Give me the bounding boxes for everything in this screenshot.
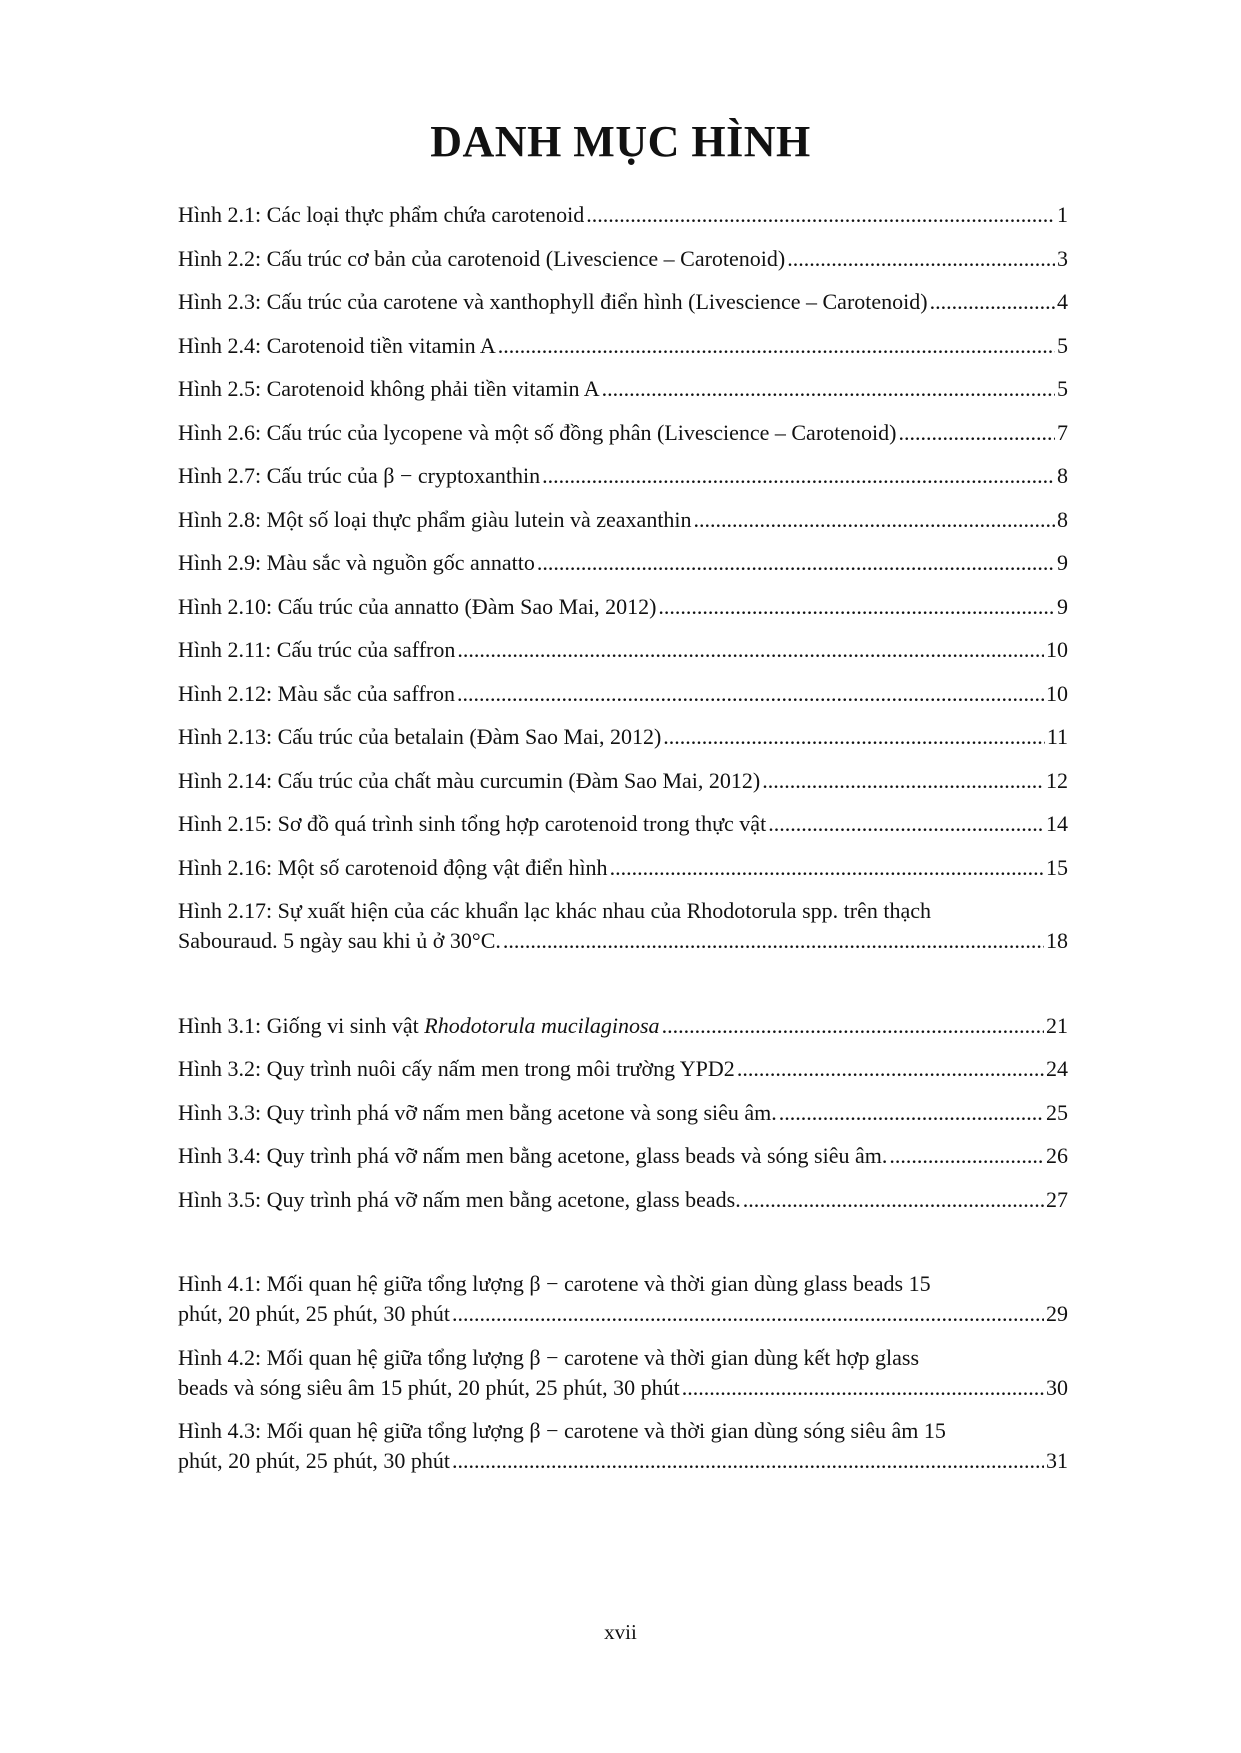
figure-entry[interactable] [178,1054,1068,1084]
figure-page-number: 27 [1046,1186,1068,1212]
figure-caption: Hình 2.10: Cấu trúc của annatto (Đàm Sao Mai, 2012) [178,593,657,619]
dot-leader [743,1185,1044,1215]
figure-caption-line-1: Hình 4.1: Mối quan hệ giữa tổng lượng β − carotene và thời gian dùng glass beads 15 [178,1271,931,1296]
dot-leader [930,287,1055,317]
figure-entry[interactable] [178,548,1068,578]
figure-caption: Hình 2.1: Các loại thực phẩm chứa carotenoid [178,202,585,227]
figure-caption-line-1: Hình 4.2: Mối quan hệ giữa tổng lượng β − carotene và thời gian dùng kết hợp glass [178,1344,920,1370]
figure-page-number: 4 [1057,289,1068,314]
group-spacer [178,1228,1068,1269]
figure-page-number: 25 [1046,1099,1068,1125]
figure-entry[interactable] [178,679,1068,709]
figure-page-number: 8 [1057,463,1068,488]
figure-page-number: 30 [1046,1374,1068,1400]
figure-entry[interactable] [178,1343,1068,1403]
figure-entry[interactable] [178,896,1068,956]
figure-caption: Hình 2.4: Carotenoid tiền vitamin A [178,332,496,358]
figure-caption-line-1: Hình 4.3: Mối quan hệ giữa tổng lượng β − carotene và thời gian dùng sóng siêu âm 15 [178,1418,946,1443]
figure-caption-line-1: Hình 2.17: Sự xuất hiện của các khuẩn lạc khác nhau của Rhodotorula spp. trên thạch [178,898,931,923]
figure-page-number: 8 [1057,506,1068,532]
figure-caption: Hình 3.2: Quy trình nuôi cấy nấm men trong môi trường YPD2 [178,1056,735,1081]
figure-entry[interactable] [178,461,1068,491]
figure-caption: Hình 2.5: Carotenoid không phải tiền vitamin A [178,376,600,401]
figure-page-number: 3 [1057,245,1068,271]
figure-entry[interactable] [178,592,1068,622]
figure-caption: Hình 2.12: Màu sắc của saffron [178,680,455,706]
dot-leader [602,374,1055,404]
figure-entry[interactable] [178,418,1068,448]
dot-leader [662,1011,1044,1041]
figure-entry[interactable] [178,766,1068,796]
dot-leader [457,679,1044,709]
figure-caption: Hình 2.2: Cấu trúc cơ bản của carotenoid (Livescience – Carotenoid) [178,245,786,271]
figure-page-number: 29 [1046,1301,1068,1326]
figure-caption: Hình 2.11: Cấu trúc của saffron [178,637,456,662]
figure-entry[interactable] [178,200,1068,230]
figure-entry[interactable] [178,331,1068,361]
figure-entry[interactable] [178,1185,1068,1215]
figure-entry[interactable] [178,374,1068,404]
figure-page-number: 10 [1046,680,1068,706]
dot-leader [503,926,1044,956]
dot-leader [682,1373,1044,1403]
figure-group-chapter-4 [178,1269,1068,1476]
figure-page-number: 24 [1046,1056,1068,1081]
figure-page-number: 12 [1046,767,1068,793]
dot-leader [457,635,1044,665]
figure-page-number: 10 [1046,637,1068,662]
figure-entry[interactable] [178,809,1068,839]
figure-page-number: 9 [1057,550,1068,575]
figure-entry[interactable] [178,1416,1068,1476]
figure-entry[interactable] [178,505,1068,535]
dot-leader [737,1054,1044,1084]
dot-leader [889,1141,1044,1171]
figure-caption-line-2: phút, 20 phút, 25 phút, 30 phút [178,1448,450,1473]
figure-page-number: 11 [1046,724,1068,749]
figure-page-number: 26 [1046,1143,1068,1168]
dot-leader [762,766,1044,796]
figure-caption: Hình 2.9: Màu sắc và nguồn gốc annatto [178,550,535,575]
figure-list [178,200,1068,1490]
figure-caption: Hình 3.4: Quy trình phá vỡ nấm men bằng acetone, glass beads và sóng siêu âm. [178,1143,888,1168]
figure-entry[interactable] [178,1269,1068,1329]
figure-caption: Hình 2.6: Cấu trúc của lycopene và một số đồng phân (Livescience – Carotenoid) [178,419,897,445]
group-spacer [178,970,1068,1011]
figure-caption [178,1011,660,1041]
figure-page-number: 5 [1057,376,1068,401]
figure-entry[interactable] [178,853,1068,883]
dot-leader [498,331,1055,361]
figure-page-number: 18 [1046,928,1068,953]
figure-entry[interactable] [178,1098,1068,1128]
figure-caption: Hình 2.16: Một số carotenoid động vật điển hình [178,854,608,880]
dot-leader [542,461,1055,491]
figure-page-number: 9 [1057,593,1068,619]
figure-entry[interactable] [178,1141,1068,1171]
figure-entry[interactable] [178,244,1068,274]
dot-leader [779,1098,1044,1128]
figure-caption-species: Rhodotorula mucilaginosa [424,1012,660,1038]
dot-leader [537,548,1055,578]
figure-page-number: 1 [1057,202,1068,227]
figure-entry[interactable] [178,287,1068,317]
figure-caption: Hình 3.5: Quy trình phá vỡ nấm men bằng acetone, glass beads. [178,1186,741,1212]
dot-leader [610,853,1044,883]
dot-leader [586,200,1055,230]
figure-group-chapter-3 [178,1011,1068,1215]
dot-leader [787,244,1055,274]
page-footer-number: xvii [604,1620,637,1644]
figure-page-number: 21 [1046,1012,1068,1038]
figure-entry[interactable] [178,1011,1068,1041]
figure-entry[interactable] [178,722,1068,752]
figure-page-number: 14 [1046,811,1068,836]
figure-page-number: 5 [1057,332,1068,358]
figure-caption: Hình 2.14: Cấu trúc của chất màu curcumin (Đàm Sao Mai, 2012) [178,767,761,793]
figure-caption: Hình 2.15: Sơ đồ quá trình sinh tổng hợp carotenoid trong thực vật [178,811,767,836]
figure-caption-line-2: phút, 20 phút, 25 phút, 30 phút [178,1301,450,1326]
dot-leader [768,809,1044,839]
figure-caption-prefix: Hình 3.1: Giống vi sinh vật [178,1012,425,1038]
figure-caption-line-2: Sabouraud. 5 ngày sau khi ủ ở 30°C. [178,928,501,953]
figure-page-number: 15 [1046,854,1068,880]
figure-caption: Hình 3.3: Quy trình phá vỡ nấm men bằng acetone và song siêu âm. [178,1099,777,1125]
dot-leader [452,1446,1044,1476]
figure-entry[interactable] [178,635,1068,665]
page-title: DANH MỤC HÌNH [430,117,811,166]
figure-group-chapter-2 [178,200,1068,956]
dot-leader [898,418,1055,448]
dot-leader [658,592,1055,622]
figure-page-number: 31 [1046,1448,1068,1473]
figure-caption: Hình 2.13: Cấu trúc của betalain (Đàm Sao Mai, 2012) [178,724,662,749]
figure-caption-line-2: beads và sóng siêu âm 15 phút, 20 phút, 25 phút, 30 phút [178,1374,680,1400]
figure-caption: Hình 2.7: Cấu trúc của β − cryptoxanthin [178,463,541,488]
dot-leader [694,505,1055,535]
dot-leader [663,722,1045,752]
figure-page-number: 7 [1057,419,1068,445]
figure-caption: Hình 2.3: Cấu trúc của carotene và xanthophyll điển hình (Livescience – Carotenoid) [178,289,928,314]
dot-leader [452,1299,1044,1329]
figure-caption: Hình 2.8: Một số loại thực phẩm giàu lutein và zeaxanthin [178,506,692,532]
